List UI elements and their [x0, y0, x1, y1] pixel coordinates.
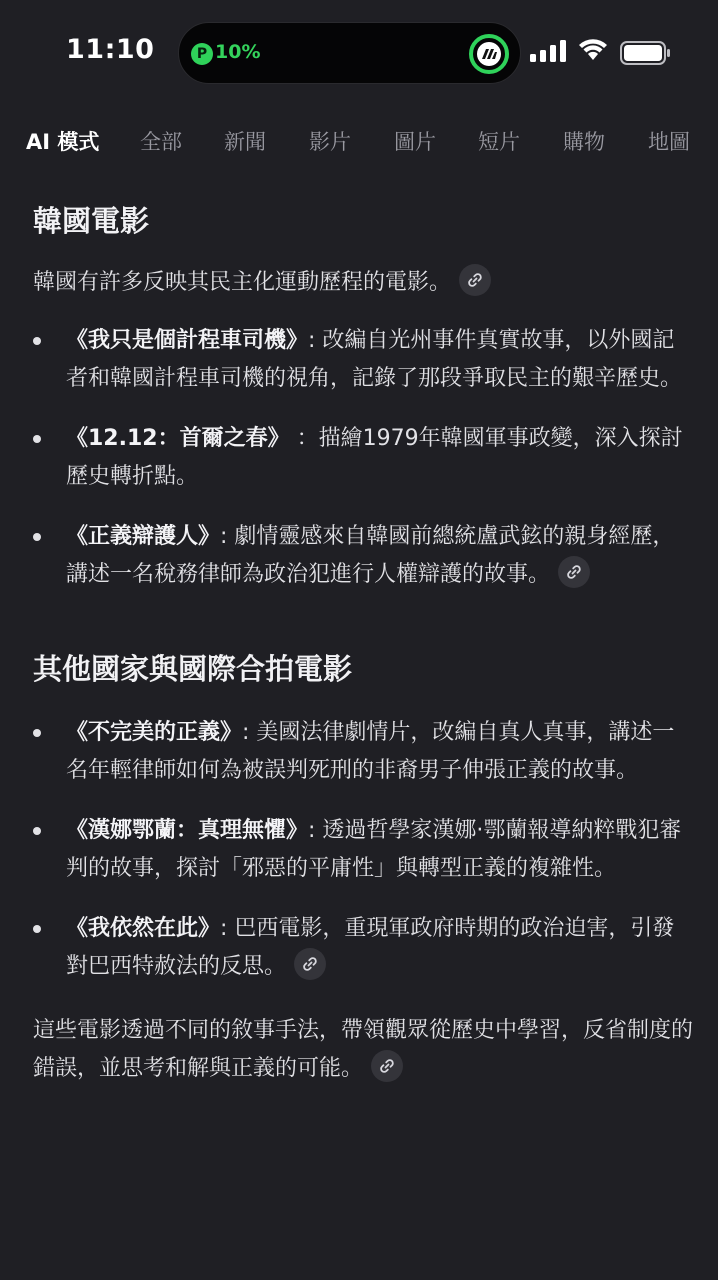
island-percent: 10%	[215, 41, 261, 63]
tab-ai-mode[interactable]: AI 模式	[26, 130, 100, 154]
film-description: : 美國法律劇情片，改編自真人真事，講述一名年輕律師如何為被誤判死刑的非裔男子伸張正義的故事。	[66, 720, 675, 783]
korea-film-list	[33, 322, 693, 594]
tab-all[interactable]: 全部	[140, 130, 182, 154]
film-title: 《不完美的正義》	[66, 720, 243, 745]
list-item	[33, 714, 693, 790]
heading-international: 其他國家與國際合拍電影	[33, 652, 353, 686]
list-item	[33, 420, 693, 496]
film-title: 《正義辯護人》	[66, 524, 221, 549]
conclusion	[33, 1012, 693, 1088]
cellular-signal-icon	[530, 40, 568, 62]
heading-korea: 韓國電影	[33, 204, 150, 238]
tab-maps[interactable]: 地圖	[648, 130, 690, 154]
film-description: : 劇情靈感來自韓國前總統盧武鉉的親身經歷，講述一名稅務律師為政治犯進行人權辯護的故事。	[66, 524, 675, 587]
korea-intro	[33, 264, 693, 302]
source-link-button[interactable]	[558, 556, 590, 588]
source-link-button[interactable]	[459, 264, 491, 296]
list-item	[33, 518, 693, 594]
status-bar	[0, 0, 718, 104]
wifi-icon	[578, 38, 608, 62]
system-icons	[530, 38, 680, 66]
parking-badge: P	[191, 43, 213, 65]
tab-images[interactable]: 圖片	[394, 130, 436, 154]
film-title: 《我只是個計程車司機》	[66, 328, 309, 353]
film-title: 《12.12：首爾之春》	[66, 426, 290, 451]
film-description: : 透過哲學家漢娜·鄂蘭報導納粹戰犯審判的故事，探討「邪惡的平庸性」與轉型正義的複雜性。	[66, 818, 682, 881]
list-item	[33, 812, 693, 888]
dynamic-island[interactable]	[178, 22, 521, 84]
status-time: 11:10	[66, 34, 155, 65]
link-icon	[566, 564, 582, 580]
tab-news[interactable]: 新聞	[224, 130, 266, 154]
tab-shorts[interactable]: 短片	[478, 130, 520, 154]
film-title: 《漢娜鄂蘭：真理無懼》	[66, 818, 309, 843]
link-icon	[467, 272, 483, 288]
tab-shopping[interactable]: 購物	[563, 130, 605, 154]
film-description: : 巴西電影，重現軍政府時期的政治迫害，引發對巴西特赦法的反思。	[66, 916, 675, 979]
link-icon	[302, 956, 318, 972]
film-title: 《我依然在此》	[66, 916, 221, 941]
source-link-button[interactable]	[371, 1050, 403, 1082]
film-description: ：描繪1979年韓國軍事政變，深入探討歷史轉折點。	[66, 426, 683, 489]
battery-icon	[620, 41, 672, 65]
source-link-button[interactable]	[294, 948, 326, 980]
conclusion-text: 這些電影透過不同的敘事手法，帶領觀眾從歷史中學習，反省制度的錯誤，並思考和解與正義的可能。	[33, 1018, 694, 1081]
link-icon	[379, 1058, 395, 1074]
search-tabs	[0, 116, 718, 166]
activity-ring-icon	[468, 33, 510, 75]
list-item	[33, 910, 693, 986]
list-item	[33, 322, 693, 398]
korea-intro-text: 韓國有許多反映其民主化運動歷程的電影。	[33, 270, 452, 295]
film-description: : 改編自光州事件真實故事，以外國記者和韓國計程車司機的視角，記錄了那段爭取民主的艱辛歷史。	[66, 328, 683, 391]
tab-videos[interactable]: 影片	[309, 130, 351, 154]
intl-film-list	[33, 714, 693, 986]
ai-answer	[33, 196, 693, 1088]
